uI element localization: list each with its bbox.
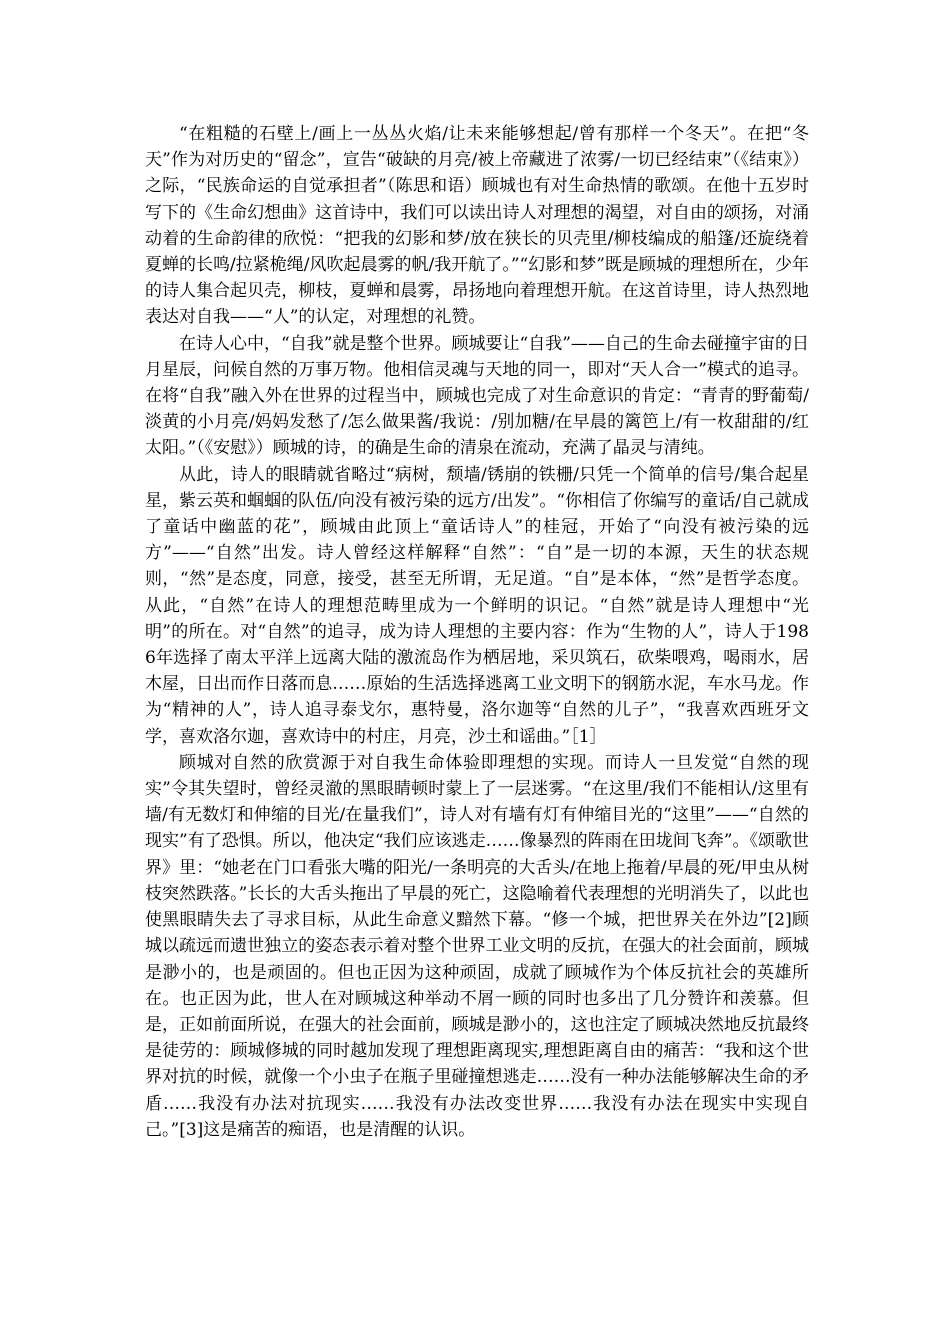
paragraph-2: 在诗人心中，“自我”就是整个世界。顾城要让“自我”——自己的生命去碰撞宇宙的日月星辰，问候自然的万事万物。他相信灵魂与天地的同一，即对“天人合一”模式的追寻。在将“自我”融入外在世界的过程当中，顾城也完成了对生命意识的肯定：“青青的野葡萄/淡黄的小月亮/妈妈发愁了/怎么做果酱/我说：/别加糖/在早晨的篱笆上/有一枚甜甜的/红太阳。”（《安慰》）顾城的诗，的确是生命的清泉在流动，充满了晶灵与清纯。 <box>145 333 809 459</box>
paragraph-3: 从此，诗人的眼睛就省略过“病树，颓墙/锈崩的铁栅/只凭一个简单的信号/集合起星星，紫云英和蝈蝈的队伍/向没有被污染的远方/出发”。“你相信了你编写的童话/自己就成了童话中幽蓝的花”，顾城由此顶上“童话诗人”的桂冠，开始了“向没有被污染的远方”——“自然”出发。诗人曾经这样解释“自然”：“自”是一切的本源，天生的状态规则，“然”是态度，同意，接受，甚至无所谓，无足道。“自”是本体，“然”是哲学态度。从此，“自然”在诗人的理想范畴里成为一个鲜明的识记。“自然”就是诗人理想中“光明”的所在。对“自然”的追寻，成为诗人理想的主要内容：作为“生物的人”，诗人于1986年选择了南太平洋上远离大陆的激流岛作为栖居地，采贝筑石，砍柴喂鸡，喝雨水，居木屋，日出而作日落而息……原始的生活选择逃离工业文明下的钢筋水泥，车水马龙。作为“精神的人”，诗人追寻泰戈尔，惠特曼，洛尔迦等“自然的儿子”，“我喜欢西班牙文学，喜欢洛尔迦，喜欢诗中的村庄，月亮，沙土和谣曲。”［1］ <box>145 464 809 747</box>
paragraph-4: 顾城对自然的欣赏源于对自我生命体验即理想的实现。而诗人一旦发觉“自然的现实”令其失望时，曾经灵澈的黑眼睛顿时蒙上了一层迷雾。“在这里/我们不能相认/这里有墙/有无数灯和伸缩的目光/在量我们”，诗人对有墙有灯有伸缩目光的“这里”——“自然的现实”有了恐惧。所以，他决定“我们应该逃走……像暴烈的阵雨在田垅间飞奔”。《颂歌世界》里：“她老在门口看张大嘴的阳光/一条明亮的大舌头/在地上拖着/早晨的死/甲虫从树枝突然跌落。”长长的大舌头拖出了早晨的死亡，这隐喻着代表理想的光明消失了，以此也使黑眼睛失去了寻求目标，从此生命意义黯然下幕。“修一个城，把世界关在外边”[2]顾城以疏远而遗世独立的姿态表示着对整个世界工业文明的反抗，在强大的社会面前，顾城是渺小的，也是顽固的。但也正因为这种顽固，成就了顾城作为个体反抗社会的英雄所在。也正因为此，世人在对顾城这种举动不屑一顾的同时也多出了几分赞许和羡慕。但是，正如前面所说，在强大的社会面前，顾城是渺小的，这也注定了顾城决然地反抗最终是徒劳的：顾城修城的同时越加发现了理想距离现实,理想距离自由的痛苦：“我和这个世界对抗的时候，就像一个小虫子在瓶子里碰撞想逃走……没有一种办法能够解决生命的矛盾……我没有办法对抗现实……我没有办法改变世界……我没有办法在现实中实现自己。”[3]这是痛苦的痴语，也是清醒的认识。 <box>145 752 809 1140</box>
article-body <box>145 121 809 1143</box>
paragraph-1: “在粗糙的石壁上/画上一丛丛火焰/让未来能够想起/曾有那样一个冬天”。在把“冬天”作为对历史的“留念”，宣告“破缺的月亮/被上帝藏进了浓雾/一切已经结束”（《结束》）之际，“民族命运的自觉承担者”（陈思和语）顾城也有对生命热情的歌颂。在他十五岁时写下的《生命幻想曲》这首诗中，我们可以读出诗人对理想的渴望，对自由的颂扬，对涌动着的生命韵律的欣悦：“把我的幻影和梦/放在狭长的贝壳里/柳枝编成的船篷/还旋绕着夏蝉的长鸣/拉紧桅绳/风吹起晨雾的帆/我开航了。”“幻影和梦”既是顾城的理想所在，少年的诗人集合起贝壳，柳枝，夏蝉和晨雾，昂扬地向着理想开航。在这首诗里，诗人热烈地表达对自我——“人”的认定，对理想的礼赞。 <box>145 124 809 328</box>
